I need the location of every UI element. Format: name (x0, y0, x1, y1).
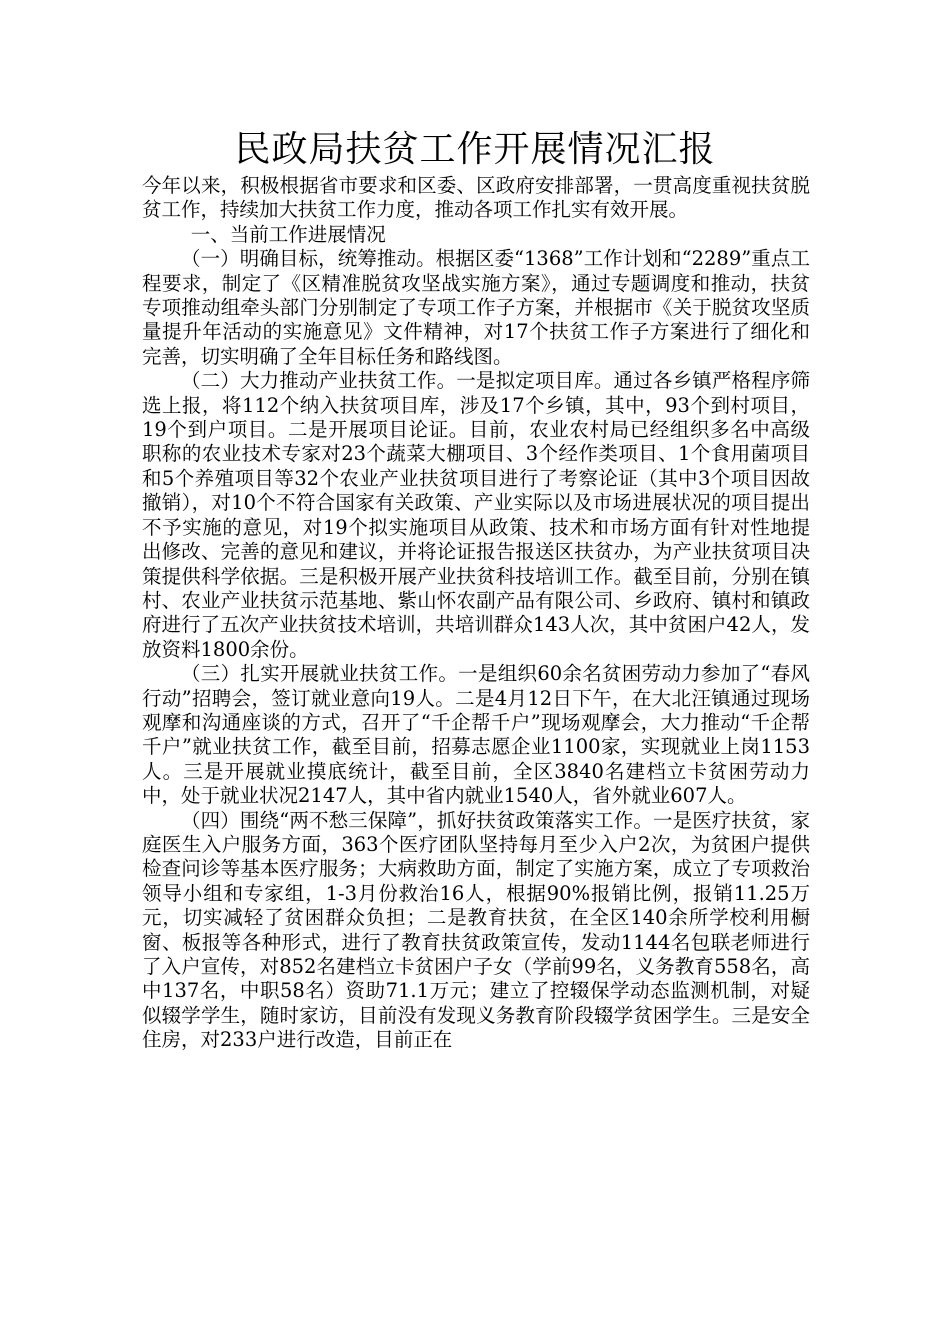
paragraph-2: （二）大力推动产业扶贫工作。一是拟定项目库。通过各乡镇严格程序筛选上报，将112个纳入扶贫项目库，涉及17个乡镇，其中，93个到村项目，19个到户项目。二是开展项目论证。目前，农业农村局已经组织多名中高级职称的农业技术专家对23个蔬菜大棚项目、3个经作类项目、1个食用菌项目和5个养殖项目等32个农业产业扶贫项目进行了考察论证（其中3个项目因故撤销），对10个不符合国家有关政策、产业实际以及市场进展状况的项目提出不予实施的意见，对19个拟实施项目从政策、技术和市场方面有针对性地提出修改、完善的意见和建议，并将论证报告报送区扶贫办，为产业扶贫项目决策提供科学依据。三是积极开展产业扶贫科技培训工作。截至目前，分别在镇村、农业产业扶贫示范基地、紫山怀农副产品有限公司、乡政府、镇村和镇政府进行了五次产业扶贫技术培训，共培训群众143人次，其中贫困户42人，发放资料1800余份。 (142, 369, 810, 661)
document-body (142, 174, 810, 1053)
intro-paragraph: 今年以来，积极根据省市要求和区委、区政府安排部署，一贯高度重视扶贫脱贫工作，持续加大扶贫工作力度，推动各项工作扎实有效开展。 (142, 174, 810, 222)
section-heading: 一、当前工作进展情况 (190, 222, 386, 246)
paragraph-4: （四）围绕“两不愁三保障”，抓好扶贫政策落实工作。一是医疗扶贫，家庭医生入户服务方面，363个医疗团队坚持每月至少入户2次，为贫困户提供检查问诊等基本医疗服务；大病救助方面，制定了实施方案，成立了专项救治领导小组和专家组，1-3月份救治16人，根据90%报销比例，报销11.25万元，切实减轻了贫困群众负担；二是教育扶贫，在全区140余所学校利用橱窗、板报等各种形式，进行了教育扶贫政策宣传，发动1144名包联老师进行了入户宣传，对852名建档立卡贫困户子女（学前99名，义务教育558名，高中137名，中职58名）资助71.1万元；建立了控辍保学动态监测机制，对疑似辍学学生，随时家访，目前没有发现义务教育阶段辍学贫困学生。三是安全住房，对233户进行改造，目前正在 (142, 808, 810, 1052)
paragraph-3: （三）扎实开展就业扶贫工作。一是组织60余名贫困劳动力参加了“春风行动”招聘会，签订就业意向19人。二是4月12日下午，在大北汪镇通过现场观摩和沟通座谈的方式，召开了“千企帮千户”现场观摩会，大力推动“千企帮千户”就业扶贫工作，截至目前，招募志愿企业1100家，实现就业上岗1153人。三是开展就业摸底统计，截至目前，全区3840名建档立卡贫困劳动力中，处于就业状况2147人，其中省内就业1540人，省外就业607人。 (142, 662, 810, 808)
document-title: 民政局扶贫工作开展情况汇报 (234, 129, 716, 170)
paragraph-1: （一）明确目标，统筹推动。根据区委“1368”工作计划和“2289”重点工程要求，制定了《区精准脱贫攻坚战实施方案》，通过专题调度和推动，扶贫专项推动组牵头部门分别制定了专项工作子方案，并根据市《关于脱贫攻坚质量提升年活动的实施意见》文件精神，对17个扶贫工作子方案进行了细化和完善，切实明确了全年目标任务和路线图。 (142, 247, 810, 368)
